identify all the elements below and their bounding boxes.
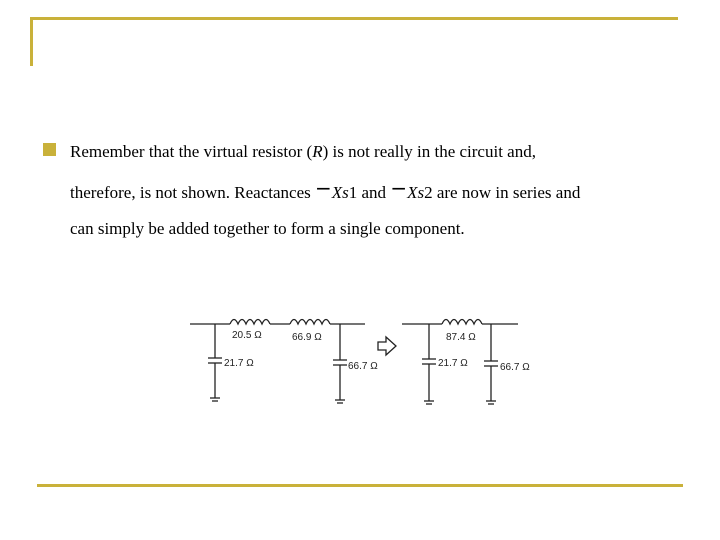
right-arrow-icon — [378, 337, 396, 355]
left-inductor2-label: 66.9 Ω — [292, 332, 322, 343]
xs1-symbol: Xs — [331, 183, 349, 202]
left-cap1-label: 21.7 Ω — [224, 358, 254, 369]
bullet-square-icon — [43, 143, 56, 156]
circuit-diagram — [180, 300, 550, 415]
xs1-number: 1 — [348, 183, 358, 202]
right-inductor — [442, 320, 482, 325]
minus-sign-1: − — [315, 176, 332, 200]
text-line3: can simply be added together to form a single component. — [70, 219, 465, 238]
text-line1-end: ) is not really in the circuit and, — [322, 142, 536, 161]
xs2-number: 2 — [424, 183, 433, 202]
text-line2-start: therefore, is not shown. Reactances — [70, 183, 315, 202]
right-cap2-label: 66.7 Ω — [500, 362, 530, 373]
text-line1: Remember that the virtual resistor ( — [70, 142, 313, 161]
text-line2-end: are now in series and — [432, 183, 581, 202]
xs2-symbol: Xs — [407, 183, 425, 202]
and-word: and — [357, 183, 391, 202]
frame-bottom-border — [37, 484, 683, 487]
right-inductor-label: 87.4 Ω — [446, 332, 476, 343]
bullet-paragraph — [70, 134, 690, 247]
left-inductor-2 — [290, 320, 330, 325]
left-inductor-1 — [230, 320, 270, 325]
left-inductor1-label: 20.5 Ω — [232, 330, 262, 341]
right-cap1-label: 21.7 Ω — [438, 358, 468, 369]
left-cap2-label: 66.7 Ω — [348, 361, 378, 372]
r-symbol: R — [312, 142, 323, 161]
minus-sign-2: − — [390, 176, 408, 200]
frame-left-border — [30, 17, 33, 66]
frame-top-border — [30, 17, 678, 20]
circuit-svg — [180, 300, 550, 415]
